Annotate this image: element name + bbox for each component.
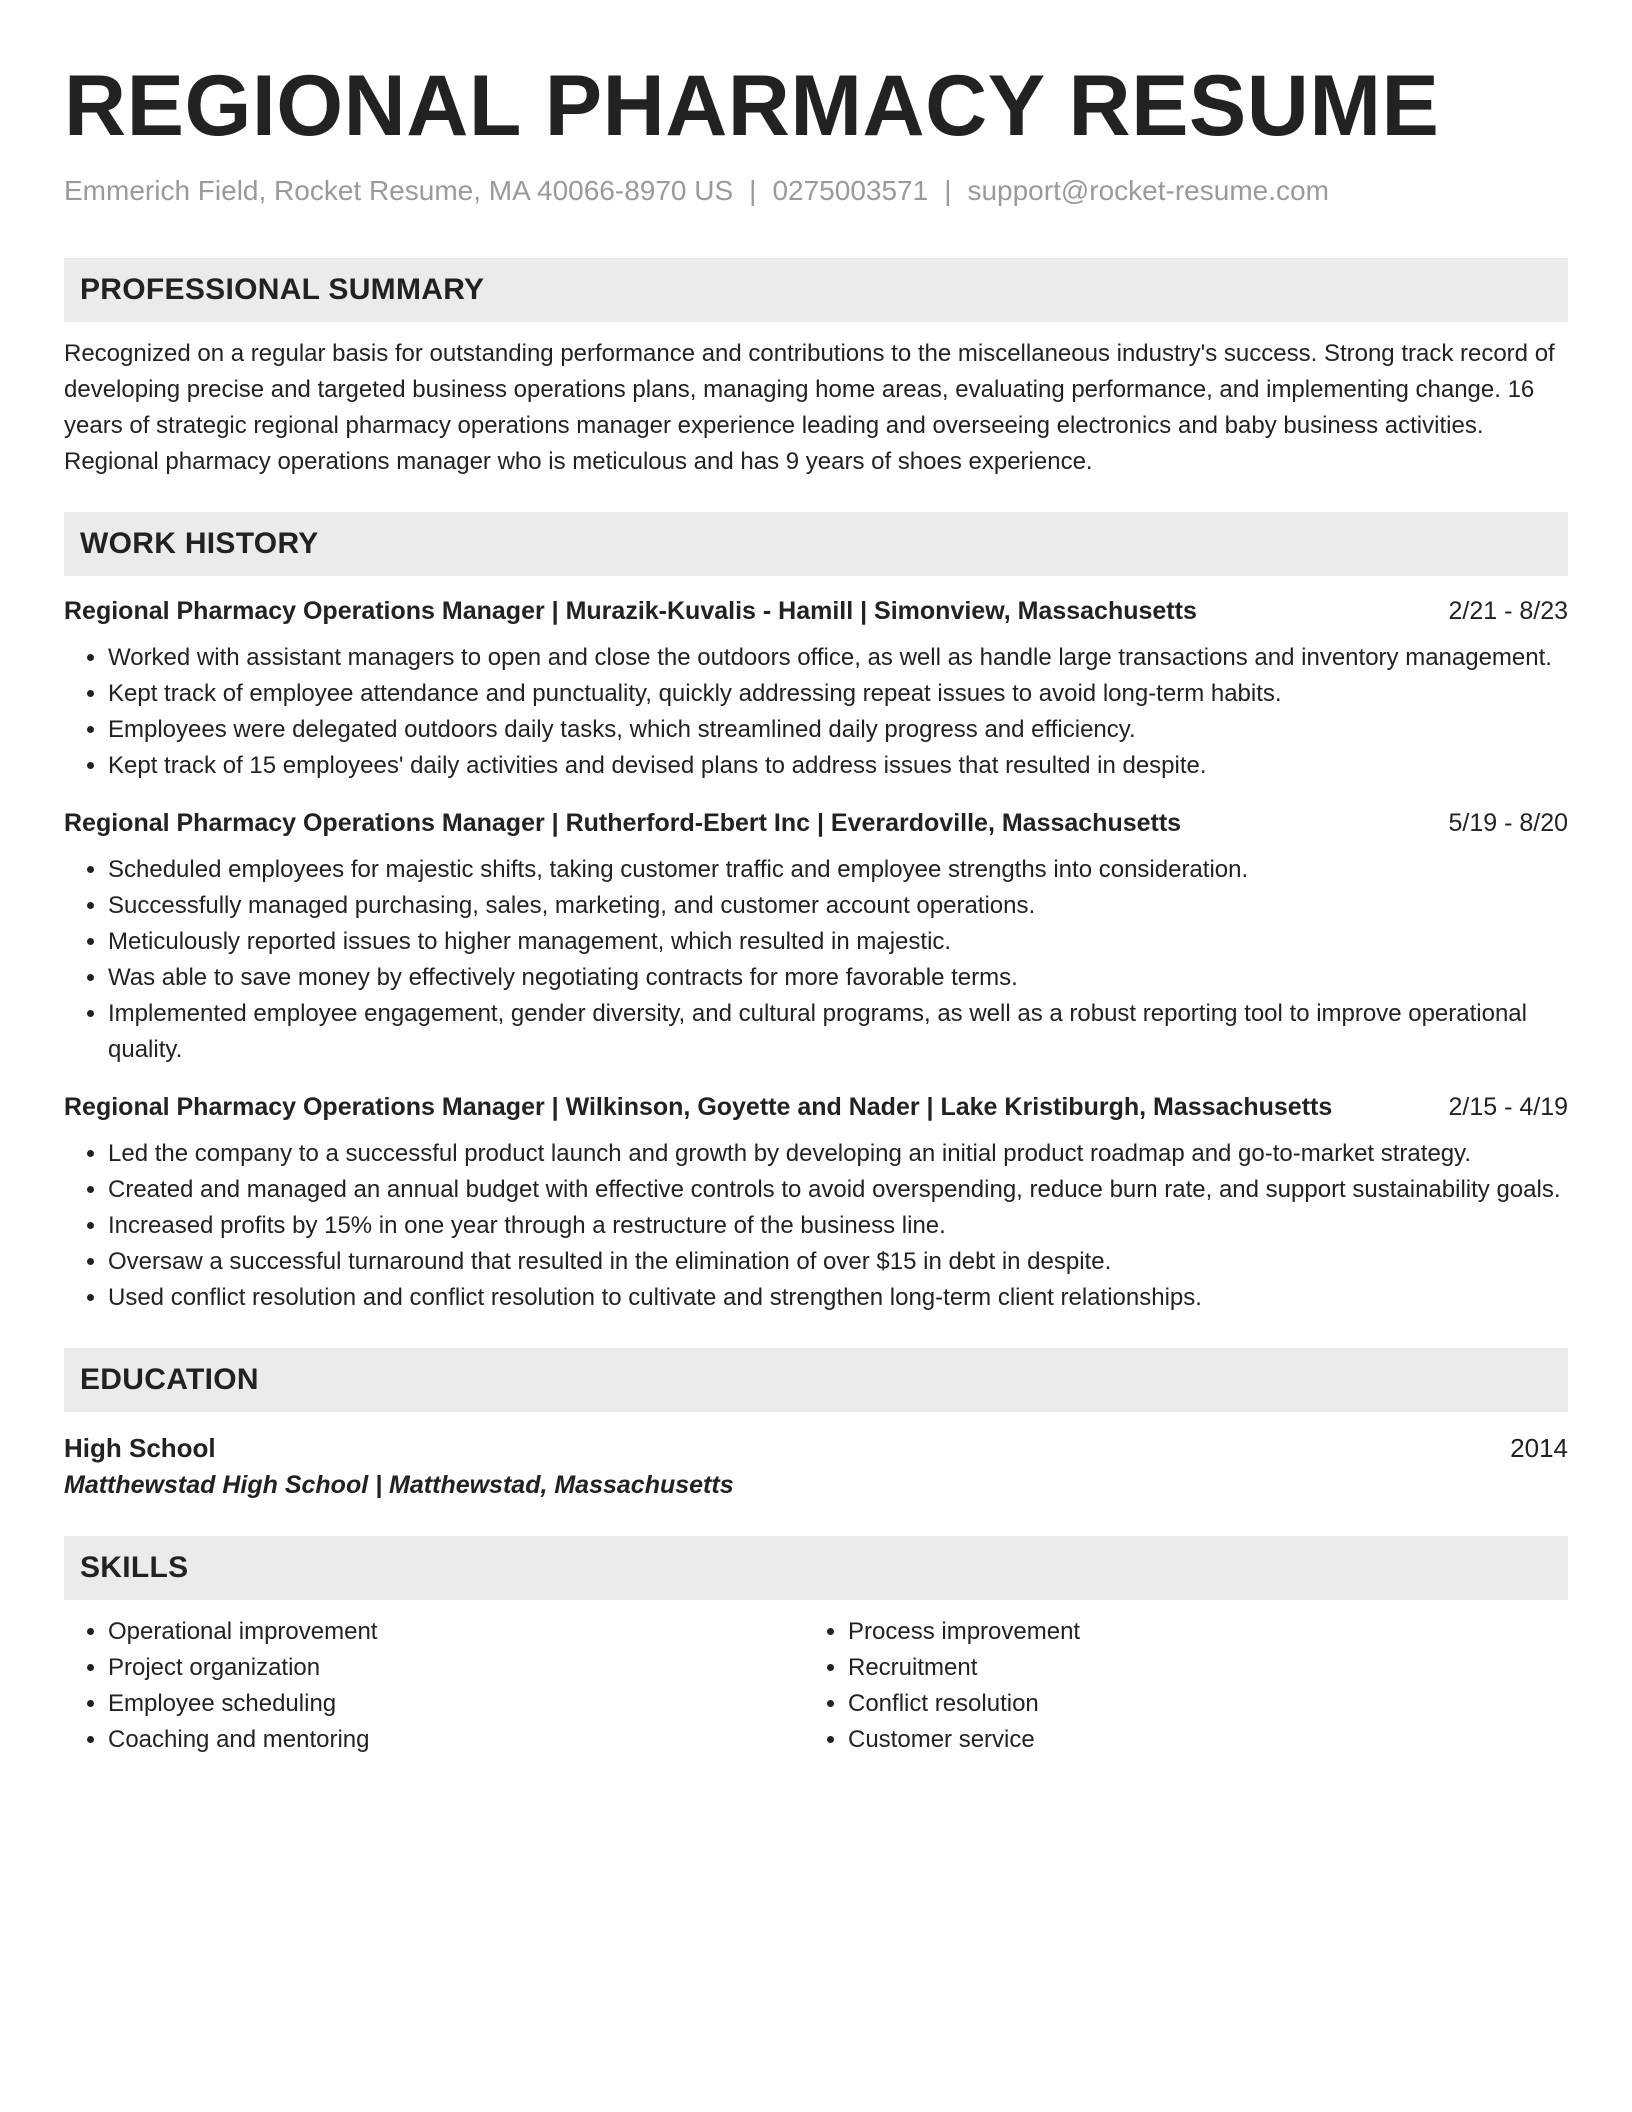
education-heading: EDUCATION [80,1363,259,1396]
job-bullet: • Created and managed an annual budget with effective controls to avoid overspending, reduce burn rate, and support sustainability goals. [108,1172,1568,1208]
job-bullet: • Was able to save money by effectively negotiating contracts for more favorable terms. [108,960,1568,996]
summary-text: Recognized on a regular basis for outstanding performance and contributions to the miscellaneous industry's success. Strong track record of developing precise and targeted business operations plans, managing home areas, evaluating performance, and implementing change. 16 years of strategic regional pharmacy operations manager experience leading and overseeing electronics and baby business activities. Regional pharmacy operations manager who is meticulous and has 9 years of shoes experience. [64,340,1555,475]
skill-item: • Project organization [108,1650,804,1686]
job-bullet: • Used conflict resolution and conflict resolution to cultivate and strengthen long-term client relationships. [108,1280,1568,1316]
job-bullet: • Increased profits by 15% in one year through a restructure of the business line. [108,1208,1568,1244]
resume-title: REGIONAL PHARMACY RESUME [64,58,1440,154]
education-year: 2014 [1510,1433,1568,1463]
job-title: Regional Pharmacy Operations Manager | Rutherford-Ebert Inc | Everardoville, Massachusetts [64,809,1182,837]
contact-separator: | [944,175,952,206]
job-entry [64,1090,1568,1316]
job-bullet: • Employees were delegated outdoors daily tasks, which streamlined daily progress and efficiency. [108,712,1568,748]
job-header [64,594,1568,628]
contact-email[interactable]: support@rocket-resume.com [967,175,1329,206]
job-dates: 5/19 - 8/20 [1448,809,1568,837]
skills-columns [64,1614,1568,1758]
education-header [64,1430,1568,1466]
work-heading: WORK HISTORY [80,527,319,560]
job-bullet: • Kept track of 15 employees' daily activities and devised plans to address issues that resulted in despite. [108,748,1568,784]
skills-section-header [64,1536,1568,1600]
skill-item: • Employee scheduling [108,1686,804,1722]
contact-separator: | [749,175,757,206]
skill-item: • Conflict resolution [848,1686,1564,1722]
job-title: Regional Pharmacy Operations Manager | Wilkinson, Goyette and Nader | Lake Kristiburgh, Massachusetts [64,1093,1333,1121]
job-bullet: • Successfully managed purchasing, sales, marketing, and customer account operations. [108,888,1568,924]
job-bullet: • Oversaw a successful turnaround that resulted in the elimination of over $15 in debt in despite. [108,1244,1568,1280]
skill-item: • Customer service [848,1722,1564,1758]
summary-heading: PROFESSIONAL SUMMARY [80,273,485,306]
job-bullet: • Kept track of employee attendance and punctuality, quickly addressing repeat issues to avoid long-term habits. [108,676,1568,712]
job-dates: 2/21 - 8/23 [1448,597,1568,625]
job-bullet-list [64,640,1568,784]
summary-section-header [64,258,1568,322]
skills-list-right [804,1614,1564,1758]
job-dates: 2/15 - 4/19 [1448,1093,1568,1121]
skill-item: • Coaching and mentoring [108,1722,804,1758]
job-bullet-list [64,1136,1568,1316]
skill-item: • Operational improvement [108,1614,804,1650]
job-entry [64,806,1568,1068]
contact-address: Emmerich Field, Rocket Resume, MA 40066-8970 US [64,175,734,206]
education-section-header [64,1348,1568,1412]
job-bullet: • Led the company to a successful product launch and growth by developing an initial product roadmap and go-to-market strategy. [108,1136,1568,1172]
skills-heading: SKILLS [80,1551,189,1584]
job-bullet: • Implemented employee engagement, gender diversity, and cultural programs, as well as a robust reporting tool to improve operational quality. [108,996,1568,1068]
skills-list-left [64,1614,804,1758]
work-section-header [64,512,1568,576]
job-bullet-list [64,852,1568,1068]
education-school: Matthewstad High School | Matthewstad, Massachusetts [64,1471,734,1499]
skill-item: • Process improvement [848,1614,1564,1650]
education-degree: High School [64,1433,216,1463]
job-entry [64,594,1568,784]
education-entry [64,1430,1568,1504]
job-bullet: • Meticulously reported issues to higher management, which resulted in majestic. [108,924,1568,960]
job-bullet: • Worked with assistant managers to open and close the outdoors office, as well as handle large transactions and inventory management. [108,640,1568,676]
contact-line [64,174,1568,208]
job-bullet: • Scheduled employees for majestic shifts, taking customer traffic and employee strengths into consideration. [108,852,1568,888]
job-title: Regional Pharmacy Operations Manager | Murazik-Kuvalis - Hamill | Simonview, Massachusetts [64,597,1197,625]
skill-item: • Recruitment [848,1650,1564,1686]
contact-phone: 0275003571 [772,175,929,206]
job-header [64,1090,1568,1124]
job-header [64,806,1568,840]
